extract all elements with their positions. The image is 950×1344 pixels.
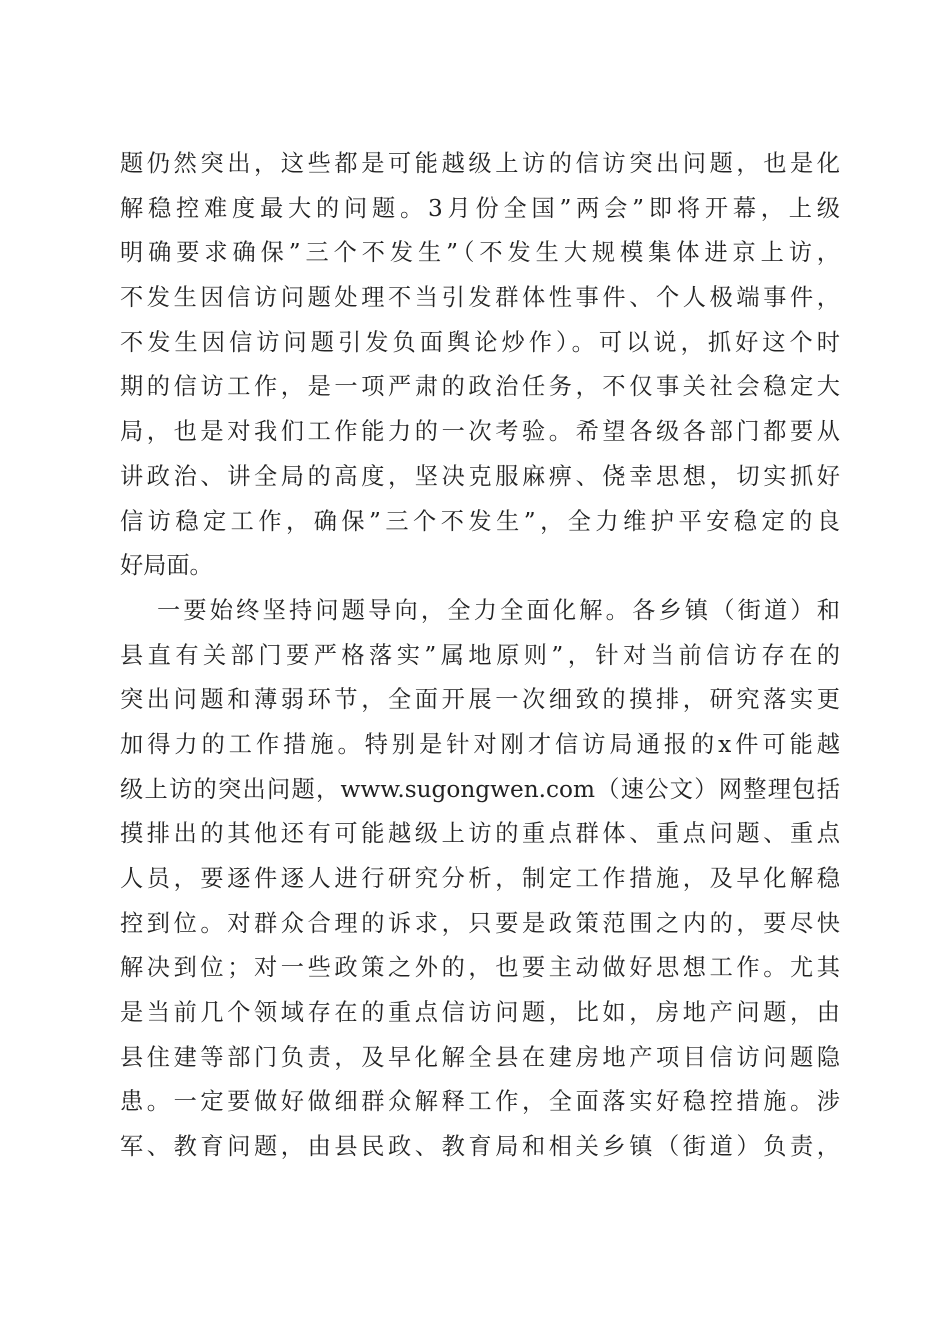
text-line: 讲政治、讲全局的高度，坚决克服麻痹、侥幸思想，切实抓好: [120, 462, 840, 490]
text-line: 解稳控难度最大的问题。3月份全国”两会”即将开幕，上级: [120, 194, 840, 222]
text-line: 控到位。对群众合理的诉求，只要是政策范围之内的，要尽快: [120, 909, 840, 937]
text-line: 级上访的突出问题，www.sugongwen.com（速公文）网整理包括: [120, 775, 840, 803]
text-line: 期的信访工作，是一项严肃的政治任务，不仅事关社会稳定大: [120, 373, 840, 401]
text-line: 局，也是对我们工作能力的一次考验。希望各级各部门都要从: [120, 418, 840, 446]
text-line: 患。一定要做好做细群众解释工作，全面落实好稳控措施。涉: [120, 1088, 840, 1116]
text-line: 好局面。: [120, 552, 213, 580]
text-line: 加得力的工作措施。特别是针对刚才信访局通报的x件可能越: [120, 730, 840, 758]
paragraph-1: [120, 142, 840, 589]
text-line: 县住建等部门负责，及早化解全县在建房地产项目信访问题隐: [120, 1043, 840, 1071]
text-line: 突出问题和薄弱环节，全面开展一次细致的摸排，研究落实更: [120, 686, 840, 714]
text-line: 县直有关部门要严格落实”属地原则”，针对当前信访存在的: [120, 641, 840, 669]
paragraph-2: [120, 589, 840, 1170]
body-text: [120, 142, 840, 1170]
text-line: 不发生因信访问题引发负面舆论炒作）。可以说，抓好这个时: [120, 328, 840, 356]
text-line: 一要始终坚持问题导向，全力全面化解。各乡镇（街道）和: [157, 596, 840, 624]
text-line: 明确要求确保”三个不发生”（不发生大规模集体进京上访，: [120, 239, 840, 267]
text-line: 解决到位；对一些政策之外的，也要主动做好思想工作。尤其: [120, 954, 840, 982]
text-line: 不发生因信访问题处理不当引发群体性事件、个人极端事件，: [120, 284, 840, 312]
text-line: 信访稳定工作，确保”三个不发生”，全力维护平安稳定的良: [120, 507, 840, 535]
text-line: 人员，要逐件逐人进行研究分析，制定工作措施，及早化解稳: [120, 865, 840, 892]
text-line: 题仍然突出，这些都是可能越级上访的信访突出问题，也是化: [120, 150, 840, 177]
text-line: 军、教育问题，由县民政、教育局和相关乡镇（街道）负责，: [120, 1133, 840, 1161]
text-line: 是当前几个领域存在的重点信访问题，比如，房地产问题，由: [120, 999, 840, 1027]
text-line: 摸排出的其他还有可能越级上访的重点群体、重点问题、重点: [120, 820, 840, 848]
